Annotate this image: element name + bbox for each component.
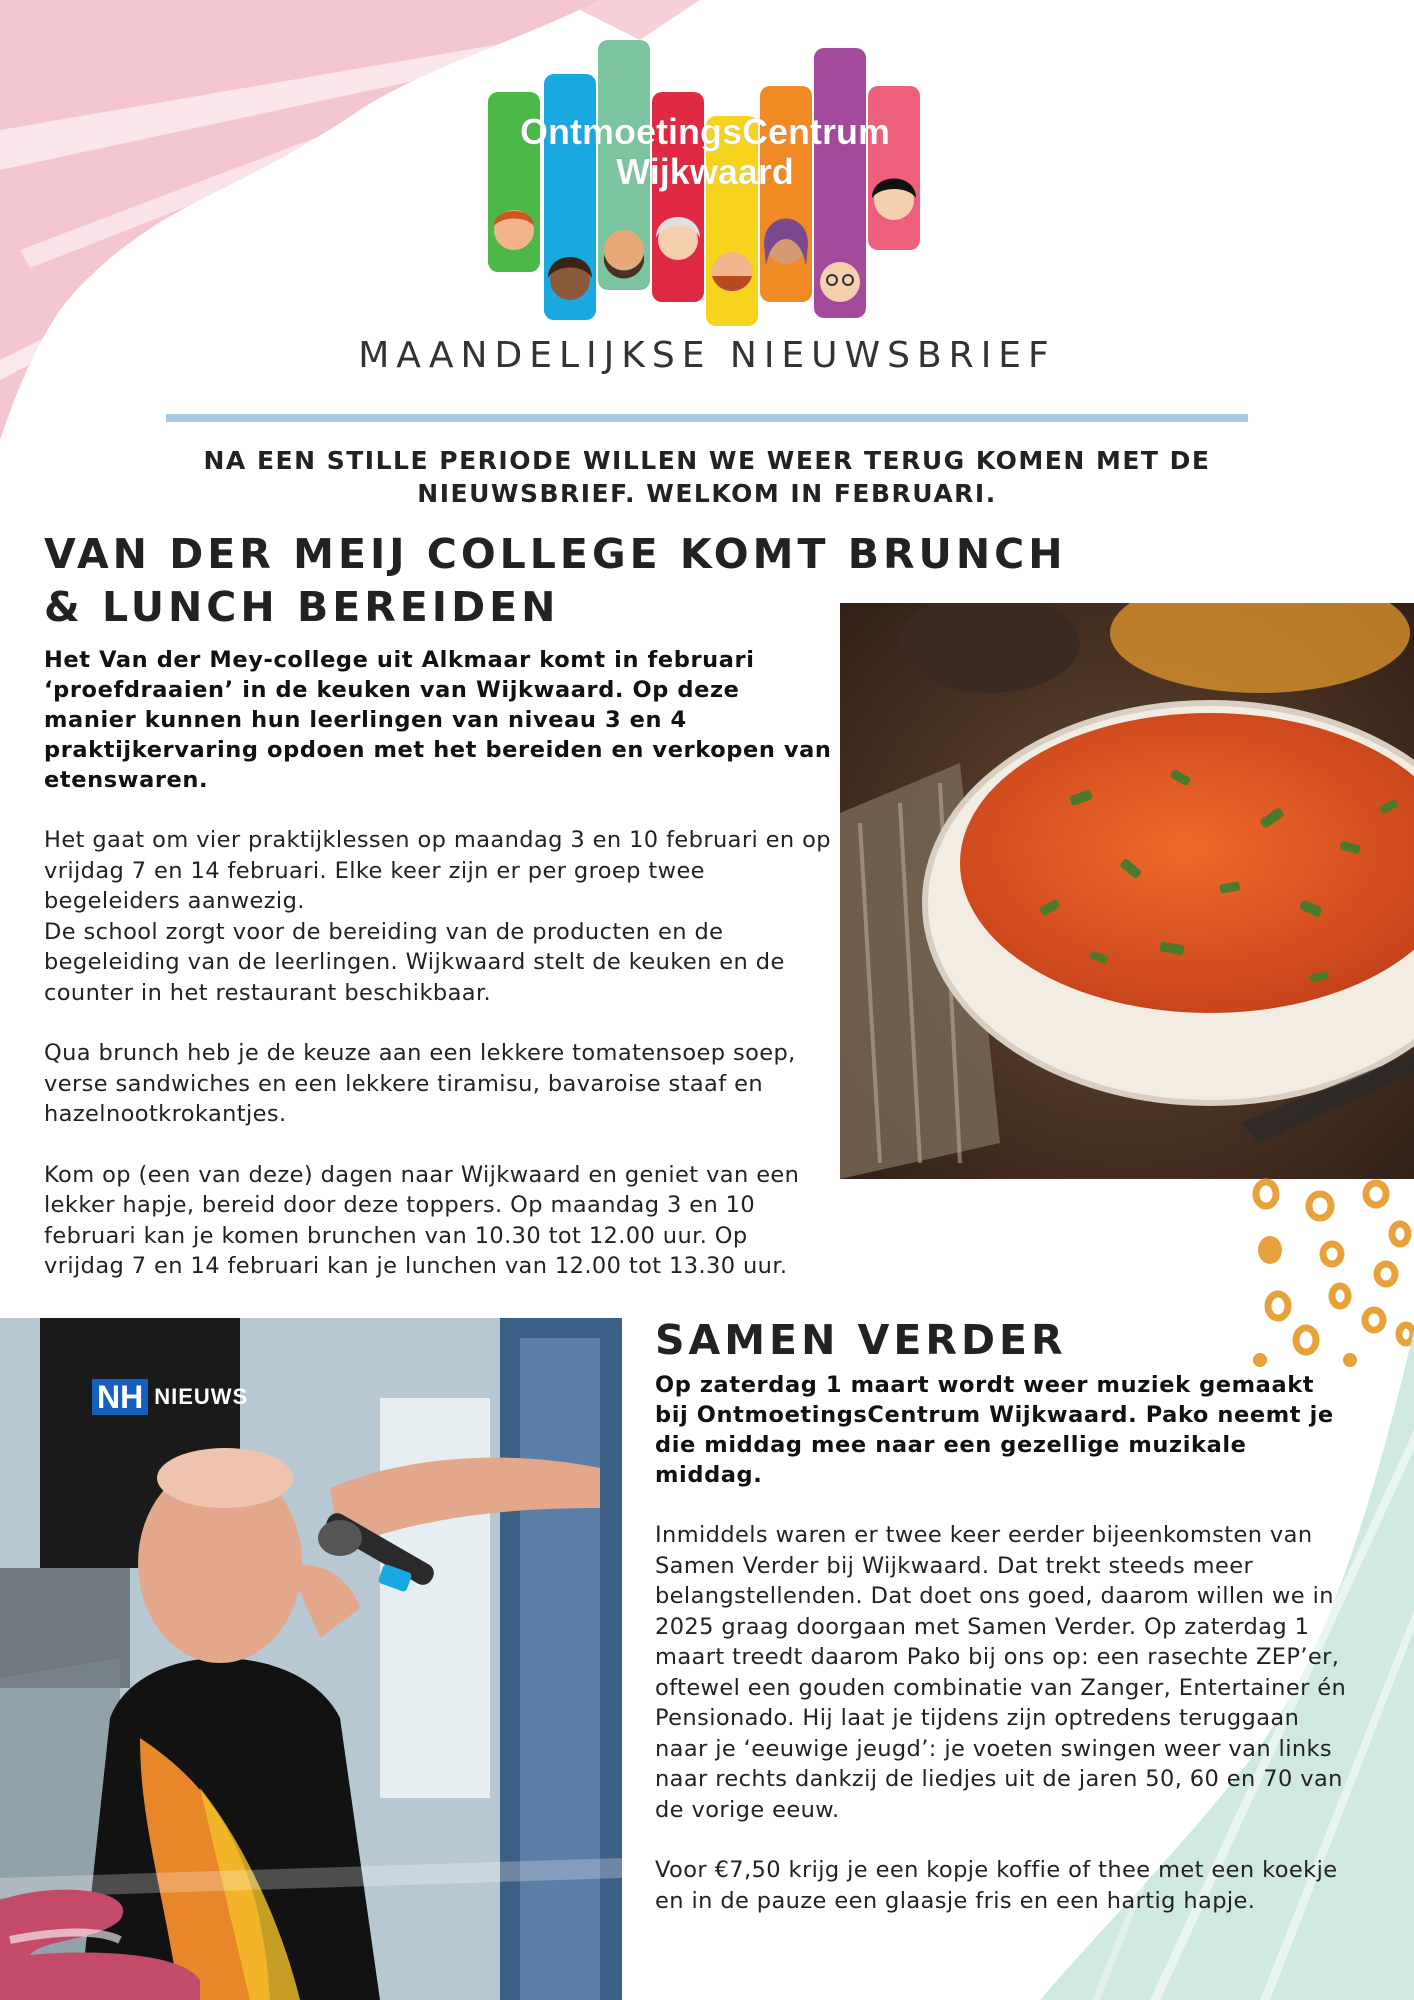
nh-logo: NH (92, 1379, 148, 1415)
ontmoetingscentrum-logo (480, 40, 930, 330)
article2-heading: SAMEN VERDER (655, 1316, 1067, 1364)
article1-paragraph-3: Kom op (een van deze) dagen naar Wijkwaard en geniet van een lekker hapje, bereid door deze toppers. Op maandag 3 en 10 februari kan je komen brunchen van 10.30 tot 12.00 uur. Op vrijdag 7 en 14 februari kan je lunchen van 12.00 tot 13.30 uur. (44, 1161, 800, 1279)
header-divider (166, 414, 1248, 422)
article1-lead: Het Van der Mey-college uit Alkmaar komt in februari ‘proefdraaien’ in de keuken van Wijkwaard. Op deze manier kunnen hun leerlingen van niveau 3 en 4 praktijkervaring opdoen met het bereiden en verkopen van etenswaren. (44, 647, 832, 793)
article2-lead: Op zaterdag 1 maart wordt weer muziek gemaakt bij OntmoetingsCentrum Wijkwaard. Pako neemt je die middag mee naar een gezellige muzikale middag. (655, 1372, 1334, 1488)
article1-body (44, 645, 834, 1282)
tomato-soup-photo (840, 603, 1414, 1179)
magenta-brush-decoration (0, 1880, 220, 2000)
intro-banner: NA EEN STILLE PERIODE WILLEN WE WEER TERUG KOMEN MET DE NIEUWSBRIEF. WELKOM IN FEBRUARI. (203, 446, 1211, 508)
newsletter-title: MAANDELIJKSE NIEUWSBRIEF (358, 335, 1056, 376)
article1-paragraph-2: Qua brunch heb je de keuze aan een lekkere tomatensoep soep, verse sandwiches en een lekkere tiramisu, bavaroise staaf en hazelnootkrokantjes. (44, 1040, 796, 1127)
article2-body (655, 1370, 1355, 1916)
article2-paragraph-1: Inmiddels waren er twee keer eerder bijeenkomsten van Samen Verder bij Wijkwaard. Dat trekt steeds meer belangstellenden. Dat doet ons goed, daarom willen we in 2025 graag doorgaan met Samen Verder. Op zaterdag 1 maart treedt daarom Pako bij ons op: een rasechte ZEP’er, oftewel een gouden combinatie van Zanger, Entertainer én Pensionado. Hij laat je tijdens zijn optredens teruggaan naar je ‘eeuwige jeugd’: je voeten swingen weer van links naar rechts dankzij de liedjes uit de jaren 50, 60 en 70 van de vorige eeuw. (655, 1522, 1347, 1823)
logo-text-line2: Wijkwaard (616, 151, 794, 192)
article1-paragraph-1: Het gaat om vier praktijklessen op maandag 3 en 10 februari en op vrijdag 7 en 14 februari. Elke keer zijn er per groep twee begeleiders aanwezig. De school zorgt voor de bereiding van de producten en de begeleiding van de leerlingen. Wijkwaard stelt de keuken en de counter in het restaurant beschikbaar. (44, 827, 831, 1006)
nh-nieuws-badge (92, 1378, 248, 1416)
article1-heading: VAN DER MEIJ COLLEGE KOMT BRUNCH & LUNCH BEREIDEN (44, 530, 1067, 631)
article2-paragraph-2: Voor €7,50 krijg je een kopje koffie of thee met een koekje en in de pauze een glaasje fris en een hartig hapje. (655, 1857, 1338, 1914)
logo-text-line1: OntmoetingsCentrum (519, 111, 891, 152)
nieuws-label: NIEUWS (154, 1384, 249, 1409)
